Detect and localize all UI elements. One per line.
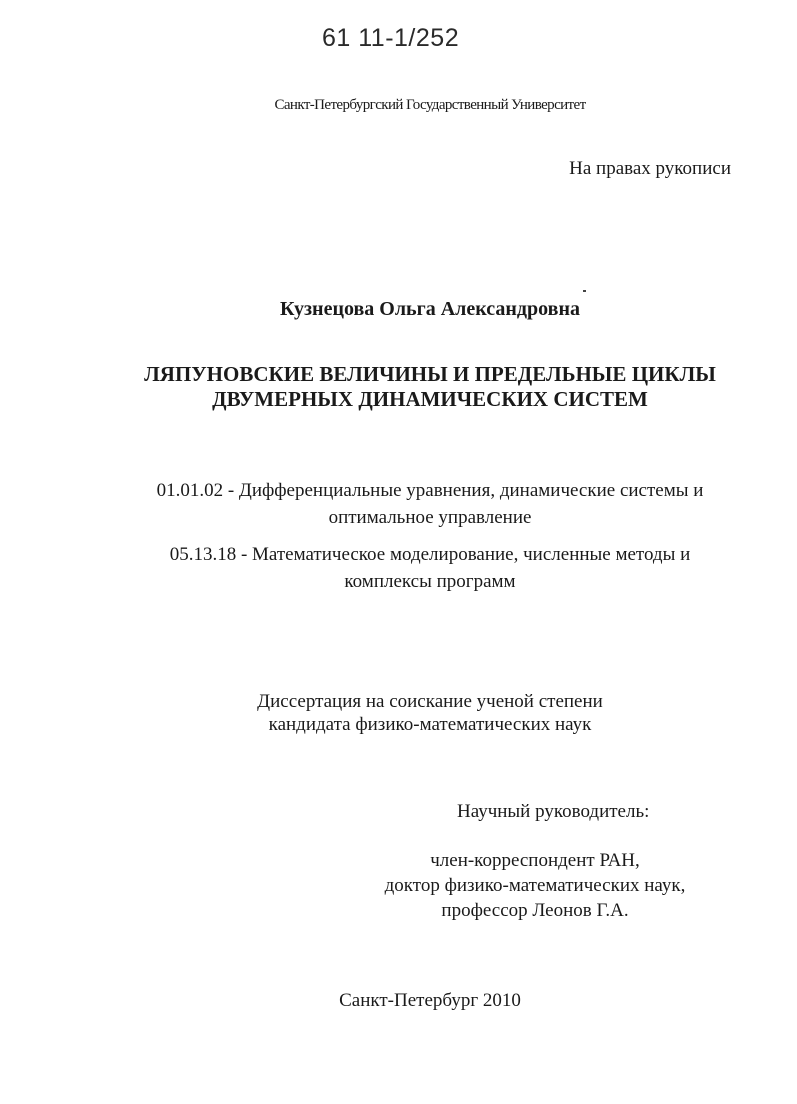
specialty-1-line-1: 01.01.02 - Дифференциальные уравнения, динамические системы и [156, 480, 704, 501]
supervisor-label: Научный руководитель: [457, 801, 650, 822]
supervisor-line-3: профессор Леонов Г.А. [441, 900, 629, 921]
degree-line-2: кандидата физико-математических наук [268, 714, 592, 735]
degree-statement [0, 690, 797, 736]
degree-line-1: Диссертация на соискание ученой степени [257, 691, 603, 712]
specialty-1 [0, 477, 797, 531]
specialty-2-line-2: комплексы программ [344, 571, 516, 592]
dissertation-title [0, 362, 797, 412]
specialty-1-line-2: оптимальное управление [328, 507, 532, 528]
university-name: Санкт-Петербургский Государственный Университет [274, 97, 586, 113]
title-line-1: ЛЯПУНОВСКИЕ ВЕЛИЧИНЫ И ПРЕДЕЛЬНЫЕ ЦИКЛЫ [144, 362, 716, 386]
supervisor-line-1: член-корреспондент РАН, [430, 850, 640, 871]
scan-speck [583, 290, 586, 292]
city-year: Санкт-Петербург 2010 [339, 990, 521, 1011]
title-line-2: ДВУМЕРНЫХ ДИНАМИЧЕСКИХ СИСТЕМ [212, 387, 648, 411]
specialty-2-line-1: 05.13.18 - Математическое моделирование, численные методы и [169, 544, 691, 565]
supervisor-line-2: доктор физико-математических наук, [384, 875, 686, 896]
author-name: Кузнецова Ольга Александровна [280, 298, 580, 320]
supervisor-details [370, 848, 700, 923]
archive-stamp-number: 61 11-1/252 [322, 24, 460, 52]
specialty-2 [0, 541, 797, 595]
manuscript-rights-note: На правах рукописи [569, 158, 731, 179]
